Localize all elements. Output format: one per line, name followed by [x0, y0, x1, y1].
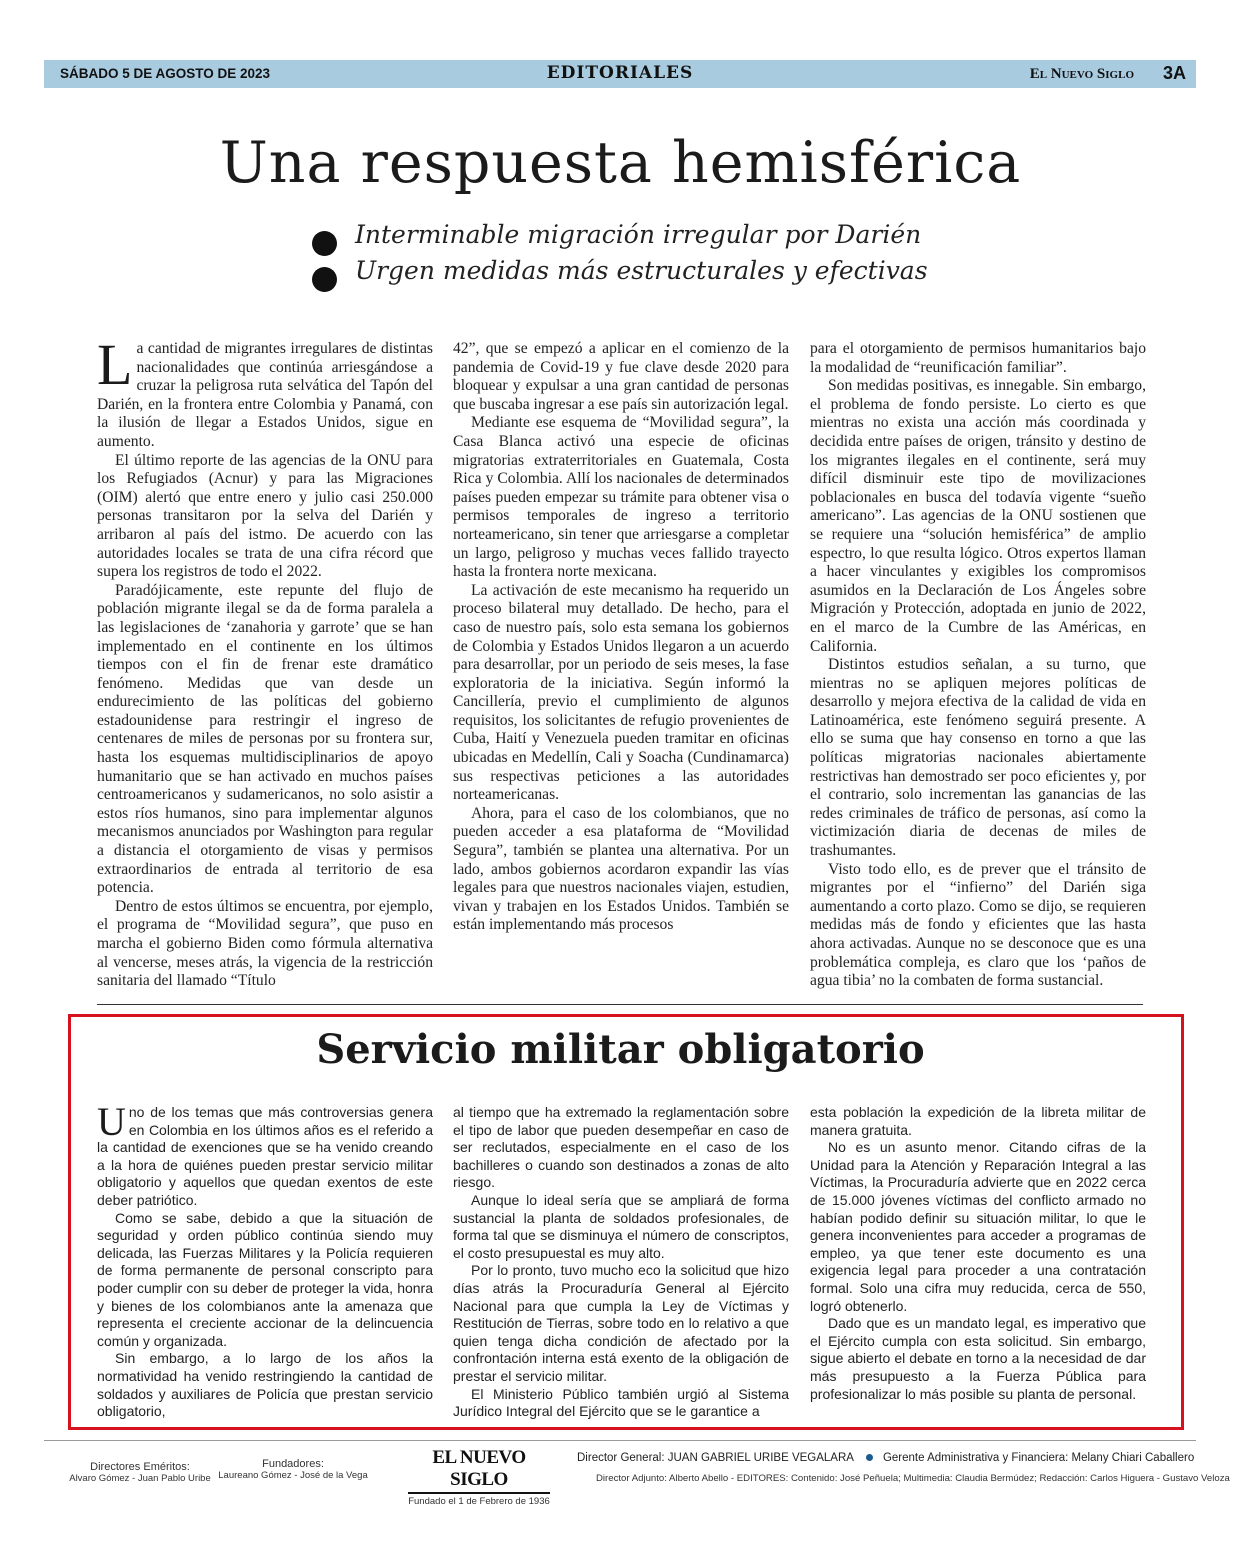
editorial-column-3: [810, 340, 1146, 991]
paragraph: Dado que es un mandato legal, es imperativo que el Ejército cumpla con esta solicitud. Sin embargo, sigue abierto el debate en torno a la necesidad de dar más presupuesto a la Fuerza Pública para profesionalizar lo más posible su planta de personal.: [810, 1315, 1146, 1402]
founders-names: Laureano Gómez - José de la Vega: [218, 1470, 368, 1481]
editorial-title: Una respuesta hemisférica: [219, 130, 1022, 196]
paragraph: Por lo pronto, tuvo mucho eco la solicitud que hizo días atrás la Procuraduría General al Ejército Nacional para que cumpla la Ley de Víctimas y Restitución de Tierras, sobre todo en lo relativo a que quien tenga dicha condición de afectado por la confrontación interna está exento de la obligación de prestar el servicio militar.: [453, 1262, 789, 1384]
separator-dot-icon: [866, 1454, 873, 1461]
page-header: [44, 60, 1196, 88]
emeritus-names: Alvaro Gómez - Juan Pablo Uribe: [69, 1473, 211, 1484]
subheading-text: Interminable migración irregular por Darién: [355, 220, 922, 249]
founded-date: Fundado el 1 de Febrero de 1936: [408, 1496, 550, 1507]
section-divider: [97, 1004, 1143, 1005]
subheading-text: Urgen medidas más estructurales y efectivas: [355, 256, 928, 285]
paragraph: para el otorgamiento de permisos humanitarios bajo la modalidad de “reunificación familiar”.: [810, 340, 1146, 376]
footer-divider: [44, 1440, 1196, 1441]
paragraph: Ahora, para el caso de los colombianos, que no pueden acceder a esa plataforma de “Movilidad Segura”, también se plantea una alternativa. Por un lado, ambos gobiernos acordaron expandir las vías legales para que nuestros nacionales viajen, estudien, vivan y trabajen en los Estados Unidos. También se están implementando más procesos: [453, 804, 789, 934]
editorial-title-2: Servicio militar obligatorio: [316, 1026, 925, 1073]
paragraph: La activación de este mecanismo ha requerido un proceso bilateral muy detallado. De hecho, para el caso de nuestro país, solo esta semana los gobiernos de Colombia y Estados Unidos llegaron a un acuerdo para desarrollar, por un periodo de seis meses, la fase exploratoria de la iniciativa. Según informó la Cancillería, previo el cumplimiento de algunos requisitos, los solicitantes de refugio provenientes de Cuba, Haití y Venezuela pueden tramitar en oficinas ubicadas en Medellín, Cali y Soacha (Cundinamarca) sus respectivas peticiones a las autoridades norteamericanas.: [453, 581, 789, 804]
paragraph: Sin embargo, a lo largo de los años la normatividad ha venido restringiendo la cantidad de soldados y auxiliares de Policía que prestan servicio obligatorio,: [97, 1350, 433, 1420]
emeritus-directors: [60, 1461, 220, 1484]
editorial-column-1: [97, 332, 433, 991]
page-number: 3A: [1162, 63, 1186, 83]
drop-cap: L: [97, 332, 133, 397]
drop-cap: U: [97, 1099, 126, 1144]
paragraph: Son medidas positivas, es innegable. Sin embargo, el problema de fondo persiste. Lo cierto es que mientras no exista una acción más coordinada y decidida entre países de origen, tránsito y destino de los migrantes ilegales en el continente, será muy difícil disminuir este tipo de movilizaciones poblacionales en busca del todavía vigente “sueño americano”. Las agencias de la ONU sostienen que se requiere una “solución hemisférica” de amplio espectro, lo que resulta lógico. Otros expertos llaman a hacer vinculantes y exigibles los compromisos asumidos en la Declaración de Los Ángeles sobre Migración y Protección, adoptada en junio de 2022, en el marco de la Cumbre de las Américas, en California.: [810, 377, 1146, 655]
director-general: Director General: JUAN GABRIEL URIBE VEGALARA: [577, 1452, 854, 1464]
editorial2-column-1: [97, 1099, 433, 1421]
logo-wordmark: EL NUEVO SIGLO: [408, 1447, 550, 1494]
director-line: [577, 1452, 1194, 1464]
bullet-icon: [312, 267, 337, 292]
paragraph: Aunque lo ideal sería que se ampliará de forma sustancial la planta de soldados profesionales, de forma tal que se disminuya el número de conscriptos, el costo presupuestal es muy alto.: [453, 1191, 789, 1261]
paragraph: La cantidad de migrantes irregulares de distintas nacionalidades que continúa arriesgándose a cruzar la peligrosa ruta selvática del Tapón del Darién, en la frontera entre Colombia y Panamá, con la ilusión de llegar a Estados Unidos, sigue en aumento.: [97, 332, 433, 450]
paragraph: Distintos estudios señalan, a su turno, que mientras no se apliquen mejores políticas de desarrollo y mejora efectiva de la calidad de vida en Latinoamérica, este fenómeno seguirá presente. A ello se suma que hay consenso en torno a que las políticas migratorias nacionales abiertamente restrictivas han demostrado ser poco eficientes y, por el contrario, solo incrementan las ganancias de las redes criminales de tráfico de personas, así como la victimización diaria de decenas de miles de trashumantes.: [810, 656, 1146, 860]
paragraph: esta población la expedición de la libreta militar de manera gratuita.: [810, 1104, 1146, 1138]
editors-line: Director Adjunto: Alberto Abello - EDITORES: Contenido: José Peñuela; Multimedia: Claudia Bermúdez; Redacción: Carlos Higuera - Gustavo Veloza: [596, 1473, 1230, 1484]
founders: [213, 1458, 373, 1481]
founders-label: Fundadores:: [262, 1458, 324, 1470]
section-name: EDITORIALES: [546, 63, 694, 83]
bullet-icon: [312, 231, 337, 256]
paragraph: al tiempo que ha extremado la reglamentación sobre el tipo de labor que pueden desempeñar en caso de ser reclutados, especialmente en el caso de los bachilleres o cuando son destinados a zonas de alto riesgo.: [453, 1104, 789, 1191]
paragraph: Mediante ese esquema de “Movilidad segura”, la Casa Blanca activó una especie de oficinas migratorias extraterritoriales en Guatemala, Costa Rica y Colombia. Allí los nacionales de determinados países pueden empezar su trámite para obtener visa o permisos temporales de ingreso a territorio norteamericano, sin tener que arriesgarse a completar un largo, peligroso y muchas veces fallido trayecto hasta la frontera norte mexicana.: [453, 414, 789, 581]
paragraph: El Ministerio Público también urgió al Sistema Jurídico Integral del Ejército que se le garantice a: [453, 1385, 789, 1420]
editorial2-column-3: [810, 1104, 1146, 1403]
editorial2-column-2: [453, 1104, 789, 1421]
paragraph: Uno de los temas que más controversias genera en Colombia en los últimos años es el referido a la cantidad de exenciones que se ha venido creando a la hora de quiénes pueden prestar servicio militar obligatorio y aquellos que quedan exentos de este deber patriótico.: [97, 1099, 433, 1208]
paragraph: Visto todo ello, es de prever que el tránsito de migrantes por el “infierno” del Darién siga aumentando a corto plazo. Como se dijo, se requieren medidas más de fondo y eficientes que las hasta ahora activadas. Aunque no se desconoce que es una problemática compleja, es claro que los ‘paños de agua tibia’ no la combaten de forma sustancial.: [810, 860, 1146, 990]
editorial-column-2: [453, 340, 789, 935]
paragraph: Dentro de estos últimos se encuentra, por ejemplo, el programa de “Movilidad segura”, que puso en marcha el gobierno Biden como fórmula alternativa al vencerse, meses atrás, la vigencia de la restricción sanitaria del llamado “Título: [97, 897, 433, 990]
paragraph: Paradójicamente, este repunte del flujo de población migrante ilegal se da de forma paralela a las legislaciones de ‘zanahoria y garrote’ que se han implementado en el continente en los últimos tiempos con el fin de frenar este dramático fenómeno. Medidas que van desde un endurecimiento de las políticas del gobierno estadounidense para restringir el ingreso de centenares de miles de personas por su frontera sur, hasta los esquemas multidisciplinarios de apoyo humanitario que se han activado en muchos países centroamericanos y sudamericanos, no solo asistir a estos ríos humanos, sino para implementar algunos mecanismos anunciados por Washington para regular a distancia el otorgamiento de visas y permisos extraordinarios de entrada al territorio de esa potencia.: [97, 581, 433, 897]
paragraph: El último reporte de las agencias de la ONU para los Refugiados (Acnur) y para las Migraciones (OIM) alertó que entre enero y julio casi 250.000 personas transitaron por la selva del Darién y arribaron al país del istmo. De acuerdo con las autoridades locales se trata de una cifra récord que supera los registros de todo el 2022.: [97, 451, 433, 581]
paragraph: No es un asunto menor. Citando cifras de la Unidad para la Atención y Reparación Integral a las Víctimas, la Procuraduría advierte que en 2022 cerca de 15.000 jóvenes víctimas del conflicto armado no habían podido definir su situación militar, lo que le genera inconvenientes para acceder a programas de empleo, ya que tener este documento es una exigencia legal para proceder a una contratación formal. Solo una cifra muy reducida, cerca de 550, logró obtenerlo.: [810, 1139, 1146, 1314]
issue-date: SÁBADO 5 DE AGOSTO DE 2023: [60, 66, 271, 81]
administrative-manager: Gerente Administrativa y Financiera: Melany Chiari Caballero: [882, 1452, 1195, 1464]
newspaper-name: El Nuevo Siglo: [1029, 66, 1134, 82]
paragraph: 42”, que se empezó a aplicar en el comienzo de la pandemia de Covid-19 y fue clave desde 2020 para bloquear y expulsar a una gran cantidad de personas que buscaba ingresar a ese país sin autorización legal.: [453, 340, 789, 413]
newspaper-logo: [408, 1447, 550, 1507]
paragraph: Como se sabe, debido a que la situación de seguridad y orden público continúa siendo muy delicada, las Fuerzas Militares y la Policía requieren de forma permanente de personal conscripto para poder cumplir con su deber de proteger la vida, honra y bienes de los colombianos ante la amenaza que representa el creciente accionar de la delincuencia común y organizada.: [97, 1209, 433, 1349]
emeritus-label: Directores Eméritos:: [90, 1461, 190, 1473]
